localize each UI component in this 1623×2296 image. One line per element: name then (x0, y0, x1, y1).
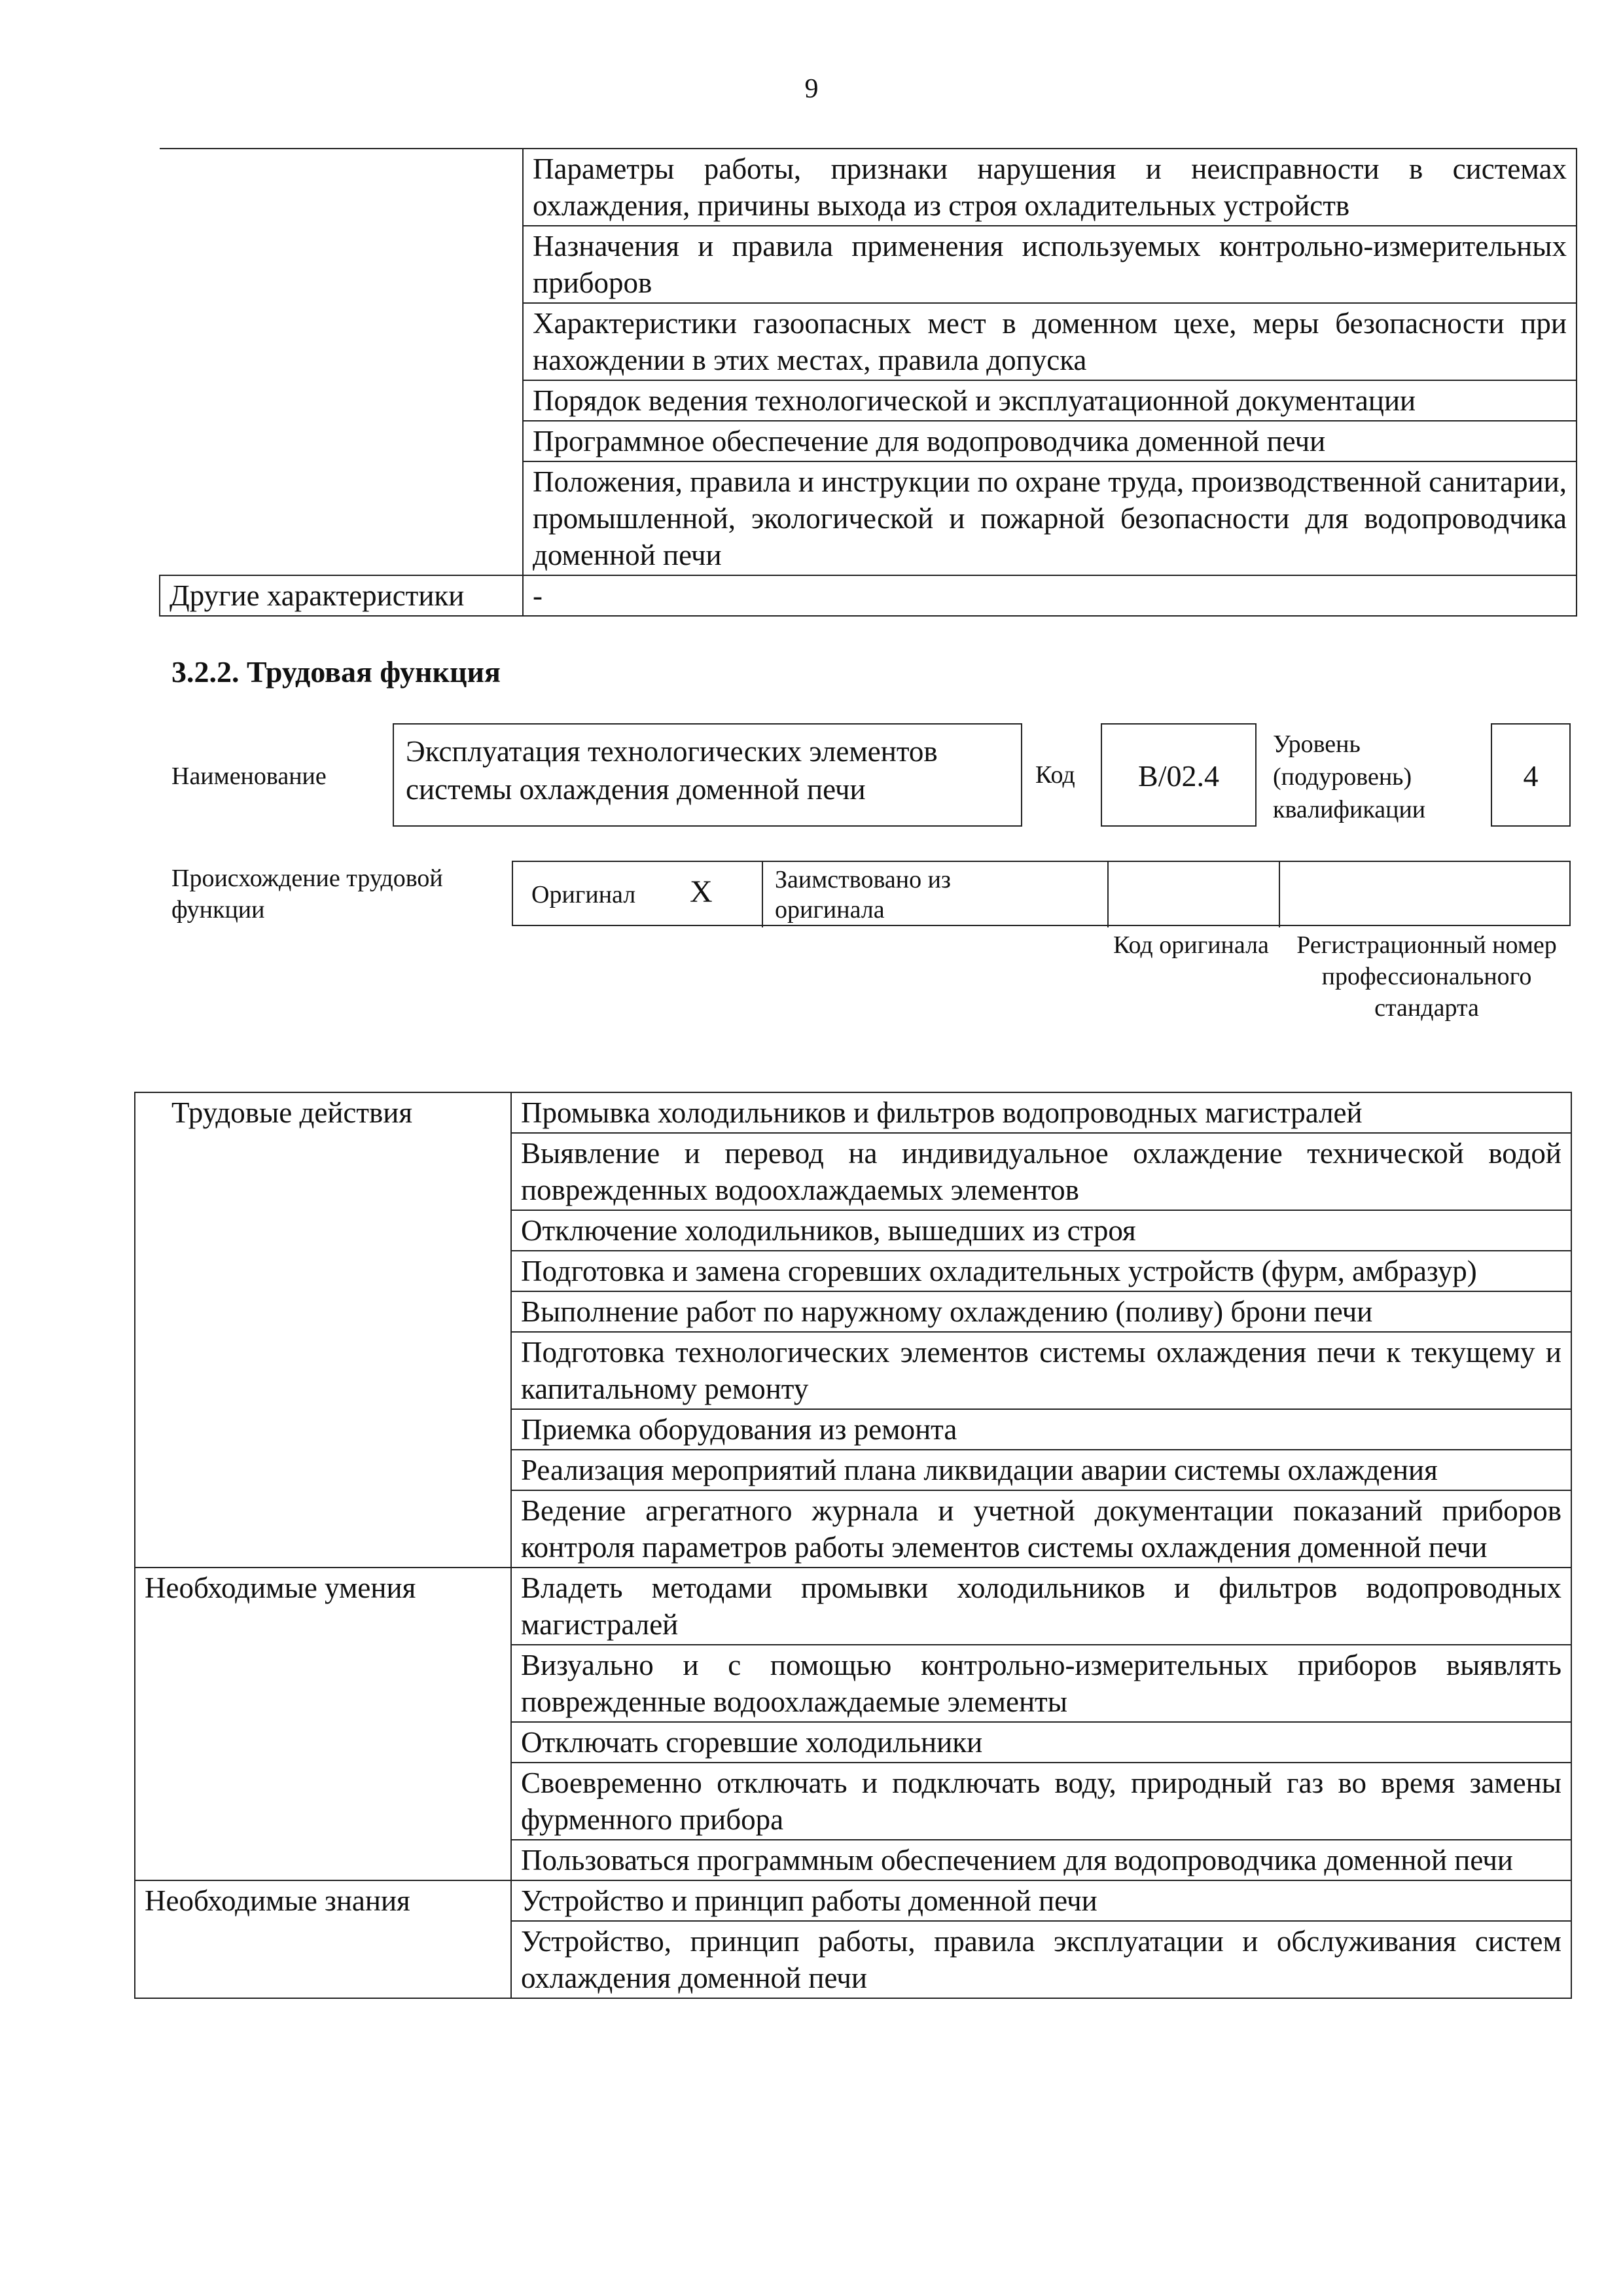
other-characteristics-label: Другие характеристики (160, 575, 523, 616)
action-item: Выявление и перевод на индивидуальное охлаждение технической водой поврежденных водоохлаждаемых элементов (511, 1133, 1571, 1210)
skill-item: Владеть методами промывки холодильников и фильтров водопроводных магистралей (511, 1568, 1571, 1645)
divider (1107, 862, 1109, 927)
empty-label-cell (160, 149, 523, 575)
action-item: Промывка холодильников и фильтров водопроводных магистралей (511, 1092, 1571, 1133)
knowledge-item: Порядок ведения технологической и эксплуатационной документации (523, 380, 1577, 421)
action-item: Подготовка и замена сгоревших охладительных устройств (фурм, амбразур) (511, 1251, 1571, 1291)
knowledge-item: Программное обеспечение для водопроводчика доменной печи (523, 421, 1577, 461)
action-item: Ведение агрегатного журнала и учетной документации показаний приборов контроля параметров работы элементов системы охлаждения доменной печи (511, 1490, 1571, 1568)
knowledge-item: Положения, правила и инструкции по охране труда, производственной санитарии, промышленной, экологической и пожарной безопасности для водопроводчика доменной печи (523, 461, 1577, 575)
skills-label: Необходимые умения (135, 1568, 511, 1880)
knowledge-item: Характеристики газоопасных мест в доменном цехе, меры безопасности при нахождении в этих местах, правила допуска (523, 303, 1577, 380)
divider (762, 862, 763, 927)
function-name-box (393, 723, 1022, 827)
action-item: Подготовка технологических элементов системы охлаждения печи к текущему и капитальному ремонту (511, 1332, 1571, 1409)
code-value: B/02.4 (1138, 759, 1219, 793)
origin-label: Происхождение трудовой функции (171, 865, 443, 924)
skill-item: Пользоваться программным обеспечением для водопроводчика доменной печи (511, 1840, 1571, 1880)
actions-label: Трудовые действия (135, 1092, 511, 1568)
action-item: Выполнение работ по наружному охлаждению (поливу) брони печи (511, 1291, 1571, 1332)
action-item: Реализация мероприятий плана ликвидации аварии системы охлаждения (511, 1450, 1571, 1490)
other-characteristics-value: - (523, 575, 1577, 616)
origin-box (512, 861, 1571, 926)
divider (1279, 862, 1280, 927)
knowledge-item: Устройство и принцип работы доменной печи (511, 1880, 1571, 1921)
code-original-label: Код оригинала (1113, 931, 1269, 959)
code-box (1101, 723, 1257, 827)
action-item: Приемка оборудования из ремонта (511, 1409, 1571, 1450)
reg-number-label: Регистрационный номер профессионального стандарта (1296, 931, 1557, 1022)
skill-item: Отключать сгоревшие холодильники (511, 1722, 1571, 1763)
knowledge-item: Параметры работы, признаки нарушения и неисправности в системах охлаждения, причины выхода из строя охладительных устройств (523, 149, 1577, 226)
knowledge-item: Устройство, принцип работы, правила эксплуатации и обслуживания систем охлаждения доменной печи (511, 1921, 1571, 1998)
original-mark: X (690, 874, 713, 909)
labor-function-table (134, 1092, 1572, 1999)
name-label: Наименование (171, 762, 327, 790)
borrowed-label: Заимствовано из оригинала (775, 866, 951, 924)
knowledge-label: Необходимые знания (135, 1880, 511, 1998)
level-value: 4 (1523, 759, 1539, 793)
section-heading: 3.2.2. Трудовая функция (171, 655, 501, 689)
level-label: Уровень (подуровень) квалификации (1273, 730, 1426, 823)
function-name-value: Эксплуатация технологических элементов системы охлаждения доменной печи (406, 735, 938, 806)
level-box (1491, 723, 1571, 827)
continuation-table (159, 148, 1577, 617)
page-number: 9 (804, 74, 819, 104)
action-item: Отключение холодильников, вышедших из строя (511, 1210, 1571, 1251)
skill-item: Визуально и с помощью контрольно-измерительных приборов выявлять поврежденные водоохлаждаемые элементы (511, 1645, 1571, 1722)
skill-item: Своевременно отключать и подключать воду, природный газ во время замены фурменного прибора (511, 1763, 1571, 1840)
code-label: Код (1035, 761, 1075, 789)
knowledge-item: Назначения и правила применения используемых контрольно-измерительных приборов (523, 226, 1577, 303)
original-label: Оригинал (531, 881, 636, 908)
